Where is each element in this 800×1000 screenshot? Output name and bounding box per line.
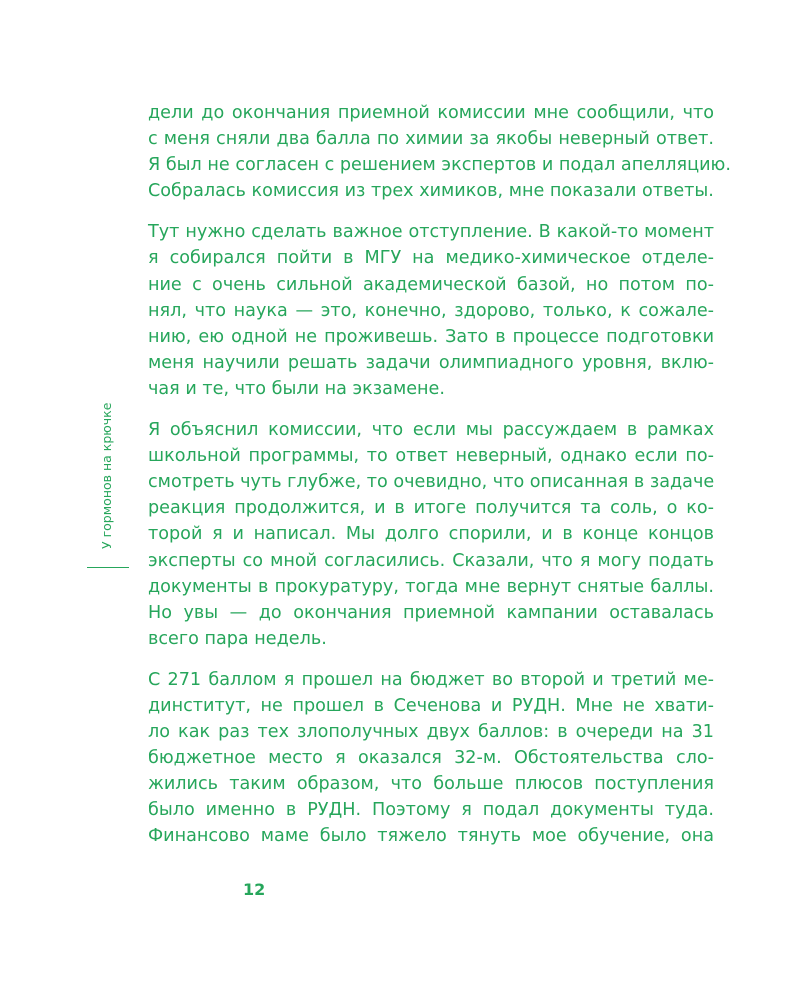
paragraph [148, 100, 731, 204]
text-line: я собирался пойти в МГУ на медико-химическое отделе- [148, 248, 714, 269]
text-line: Я объяснил комиссии, что если мы рассуждаем в рамках [148, 420, 714, 441]
text-line: школьной программы, то ответ неверный, однако если по- [148, 446, 714, 467]
text-line: жились таким образом, что больше плюсов поступления [148, 774, 714, 795]
text-line: динститут, не прошел в Сеченова и РУДН. Мне не хвати- [148, 695, 714, 716]
paragraph [148, 219, 714, 402]
text-line: ло как раз тех злополучных двух баллов: в очереди на 31 [148, 722, 714, 743]
text-line: документы в прокуратуру, тогда мне вернут снятые баллы. [148, 576, 714, 597]
text-line: чая и те, что были на экзамене. [148, 378, 445, 399]
text-line: Собралась комиссия из трех химиков, мне показали ответы. [148, 181, 714, 202]
text-line: Тут нужно сделать важное отступление. В какой-то момент [148, 222, 714, 243]
text-line: с меня сняли два балла по химии за якобы неверный ответ. [148, 129, 714, 150]
text-line: эксперты со мной согласились. Сказали, что я могу подать [148, 550, 714, 571]
text-line: бюджетное место я оказался 32-м. Обстоятельства сло- [148, 748, 714, 769]
running-head: У гормонов на крючке [99, 402, 114, 549]
text-line: Я был не согласен с решением экспертов и подал апелляцию. [148, 155, 731, 176]
text-line: ние с очень сильной академической базой, но потом по- [148, 274, 714, 295]
paragraph [148, 417, 714, 652]
text-line: всего пара недель. [148, 628, 327, 649]
text-line: смотреть чуть глубже, то очевидно, что описанная в задаче [148, 472, 715, 493]
text-line: меня научили решать задачи олимпиадного уровня, вклю- [148, 352, 714, 373]
body-text [148, 100, 731, 865]
text-line: Но увы — до окончания приемной кампании оставалась [148, 602, 714, 623]
page-number: 12 [243, 880, 266, 899]
paragraph [148, 667, 714, 850]
text-line: торой я и написал. Мы долго спорили, и в конце концов [148, 524, 714, 545]
text-line: реакция продолжится, и в итоге получится та соль, о ко- [148, 498, 714, 519]
text-line: нию, ею одной не проживешь. Зато в процессе подготовки [148, 326, 714, 347]
text-line: нял, что наука — это, конечно, здорово, только, к сожале- [148, 300, 714, 321]
text-line: Финансово маме было тяжело тянуть мое обучение, она [148, 826, 714, 847]
text-line: дели до окончания приемной комиссии мне сообщили, что [148, 103, 714, 123]
text-line: было именно в РУДН. Поэтому я подал документы туда. [148, 800, 714, 821]
running-head-rule [87, 567, 129, 568]
text-line: С 271 баллом я прошел на бюджет во второй и третий ме- [148, 669, 714, 690]
